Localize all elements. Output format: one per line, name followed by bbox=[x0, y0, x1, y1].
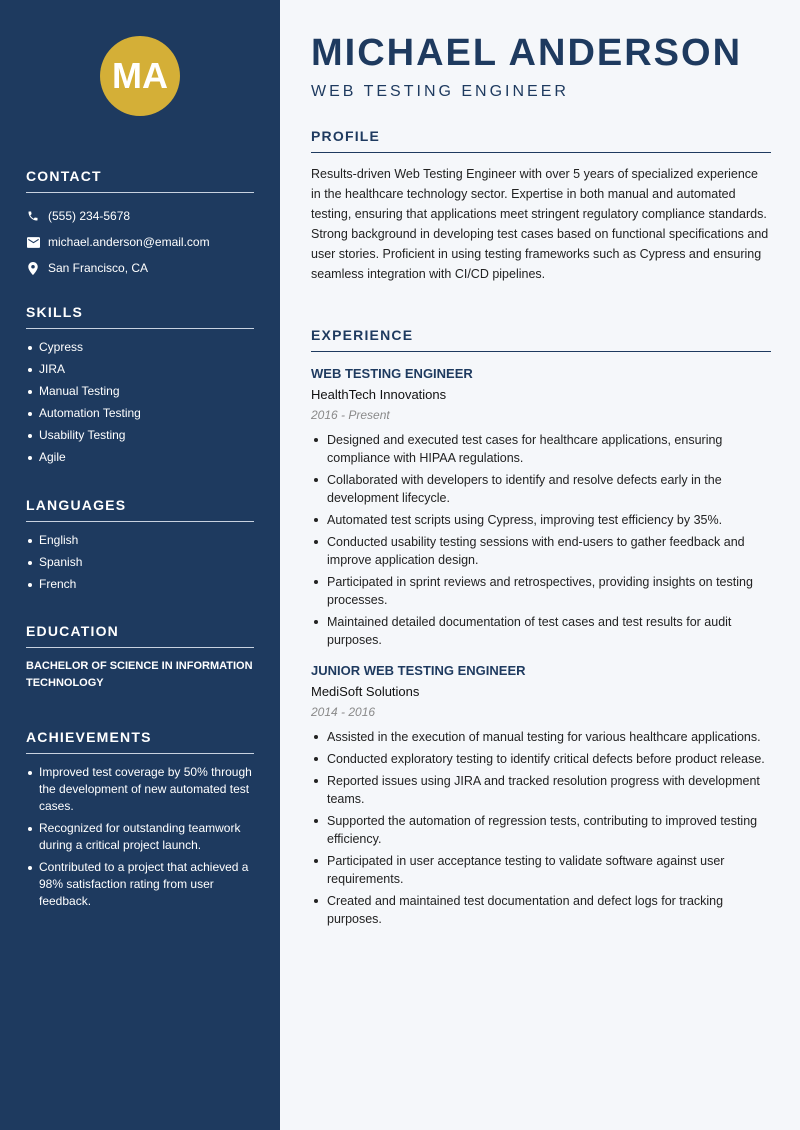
list-item: English bbox=[26, 532, 254, 549]
email-text[interactable]: michael.anderson@email.com bbox=[48, 235, 210, 249]
job-dates: 2016 - Present bbox=[311, 408, 390, 422]
list-item: Cypress bbox=[26, 339, 254, 356]
job-dates: 2014 - 2016 bbox=[311, 705, 376, 719]
profile-heading: PROFILE bbox=[311, 128, 771, 153]
contact-email bbox=[26, 229, 254, 255]
job-entry bbox=[311, 663, 771, 928]
company-name: MediSoft Solutions bbox=[311, 684, 420, 699]
achievements-list bbox=[26, 764, 254, 910]
list-item: Spanish bbox=[26, 554, 254, 571]
achievements-section bbox=[26, 729, 254, 915]
phone-text: (555) 234-5678 bbox=[48, 209, 131, 223]
experience-section bbox=[311, 327, 771, 932]
list-item: Improved test coverage by 50% through the development of new automated test cases. bbox=[26, 764, 254, 815]
list-item: Automation Testing bbox=[26, 405, 254, 422]
sidebar bbox=[0, 0, 280, 1130]
list-item: Created and maintained test documentation and defect logs for tracking purposes. bbox=[311, 892, 771, 928]
profile-text: Results-driven Web Testing Engineer with over 5 years of specialized experience in the healthcare technology sector. Expertise in both manual and automated testing, ensuring that applications meet stringent regulatory compliance standards. Strong background in developing test cases based on functional specifications and user stories. Proficient in using testing frameworks such as Cypress and ensuring seamless integration with CI/CD pipelines. bbox=[311, 167, 769, 281]
languages-heading: LANGUAGES bbox=[26, 497, 254, 522]
candidate-title: WEB TESTING ENGINEER bbox=[311, 83, 569, 100]
profile-section bbox=[311, 128, 771, 284]
contact-location bbox=[26, 255, 254, 281]
job-bullets bbox=[311, 728, 771, 928]
list-item: Supported the automation of regression tests, contributing to improved testing efficiency. bbox=[311, 812, 771, 848]
list-item: Collaborated with developers to identify and resolve defects early in the development lifecycle. bbox=[311, 471, 771, 507]
list-item: Contributed to a project that achieved a 98% satisfaction rating from user feedback. bbox=[26, 859, 254, 910]
list-item: Assisted in the execution of manual testing for various healthcare applications. bbox=[311, 728, 771, 746]
list-item: Automated test scripts using Cypress, improving test efficiency by 35%. bbox=[311, 511, 771, 529]
list-item: Recognized for outstanding teamwork during a critical project launch. bbox=[26, 820, 254, 854]
list-item: Reported issues using JIRA and tracked resolution progress with development teams. bbox=[311, 772, 771, 808]
skills-section bbox=[26, 304, 254, 471]
job-title: WEB TESTING ENGINEER bbox=[311, 366, 473, 381]
list-item: Usability Testing bbox=[26, 427, 254, 444]
contact-list bbox=[26, 203, 254, 281]
education-heading: EDUCATION bbox=[26, 623, 254, 648]
email-icon bbox=[26, 235, 40, 249]
list-item: JIRA bbox=[26, 361, 254, 378]
contact-heading: CONTACT bbox=[26, 168, 254, 193]
skills-heading: SKILLS bbox=[26, 304, 254, 329]
phone-icon bbox=[26, 209, 40, 223]
location-text: San Francisco, CA bbox=[48, 261, 149, 275]
education-section bbox=[26, 623, 254, 692]
location-pin-icon bbox=[26, 261, 40, 275]
education-degree: BACHELOR OF SCIENCE IN INFORMATION TECHNOLOGY bbox=[26, 660, 253, 689]
candidate-name: MICHAEL ANDERSON bbox=[311, 32, 743, 74]
list-item: Manual Testing bbox=[26, 383, 254, 400]
languages-section bbox=[26, 497, 254, 598]
list-item: Conducted usability testing sessions with end-users to gather feedback and improve application design. bbox=[311, 533, 771, 569]
avatar: MA bbox=[100, 36, 180, 116]
skills-list bbox=[26, 339, 254, 466]
job-bullets bbox=[311, 431, 771, 649]
list-item: Conducted exploratory testing to identify critical defects before product release. bbox=[311, 750, 771, 768]
job-title: JUNIOR WEB TESTING ENGINEER bbox=[311, 663, 526, 678]
company-name: HealthTech Innovations bbox=[311, 387, 447, 402]
list-item: Participated in user acceptance testing to validate software against user requirements. bbox=[311, 852, 771, 888]
experience-heading: EXPERIENCE bbox=[311, 327, 771, 352]
achievements-heading: ACHIEVEMENTS bbox=[26, 729, 254, 754]
contact-section bbox=[26, 168, 254, 281]
list-item: Participated in sprint reviews and retrospectives, providing insights on testing processes. bbox=[311, 573, 771, 609]
contact-phone bbox=[26, 203, 254, 229]
list-item: Agile bbox=[26, 449, 254, 466]
languages-list bbox=[26, 532, 254, 593]
list-item: Maintained detailed documentation of test cases and test results for audit purposes. bbox=[311, 613, 771, 649]
list-item: French bbox=[26, 576, 254, 593]
job-entry bbox=[311, 366, 771, 649]
list-item: Designed and executed test cases for healthcare applications, ensuring compliance with HIPAA regulations. bbox=[311, 431, 771, 467]
